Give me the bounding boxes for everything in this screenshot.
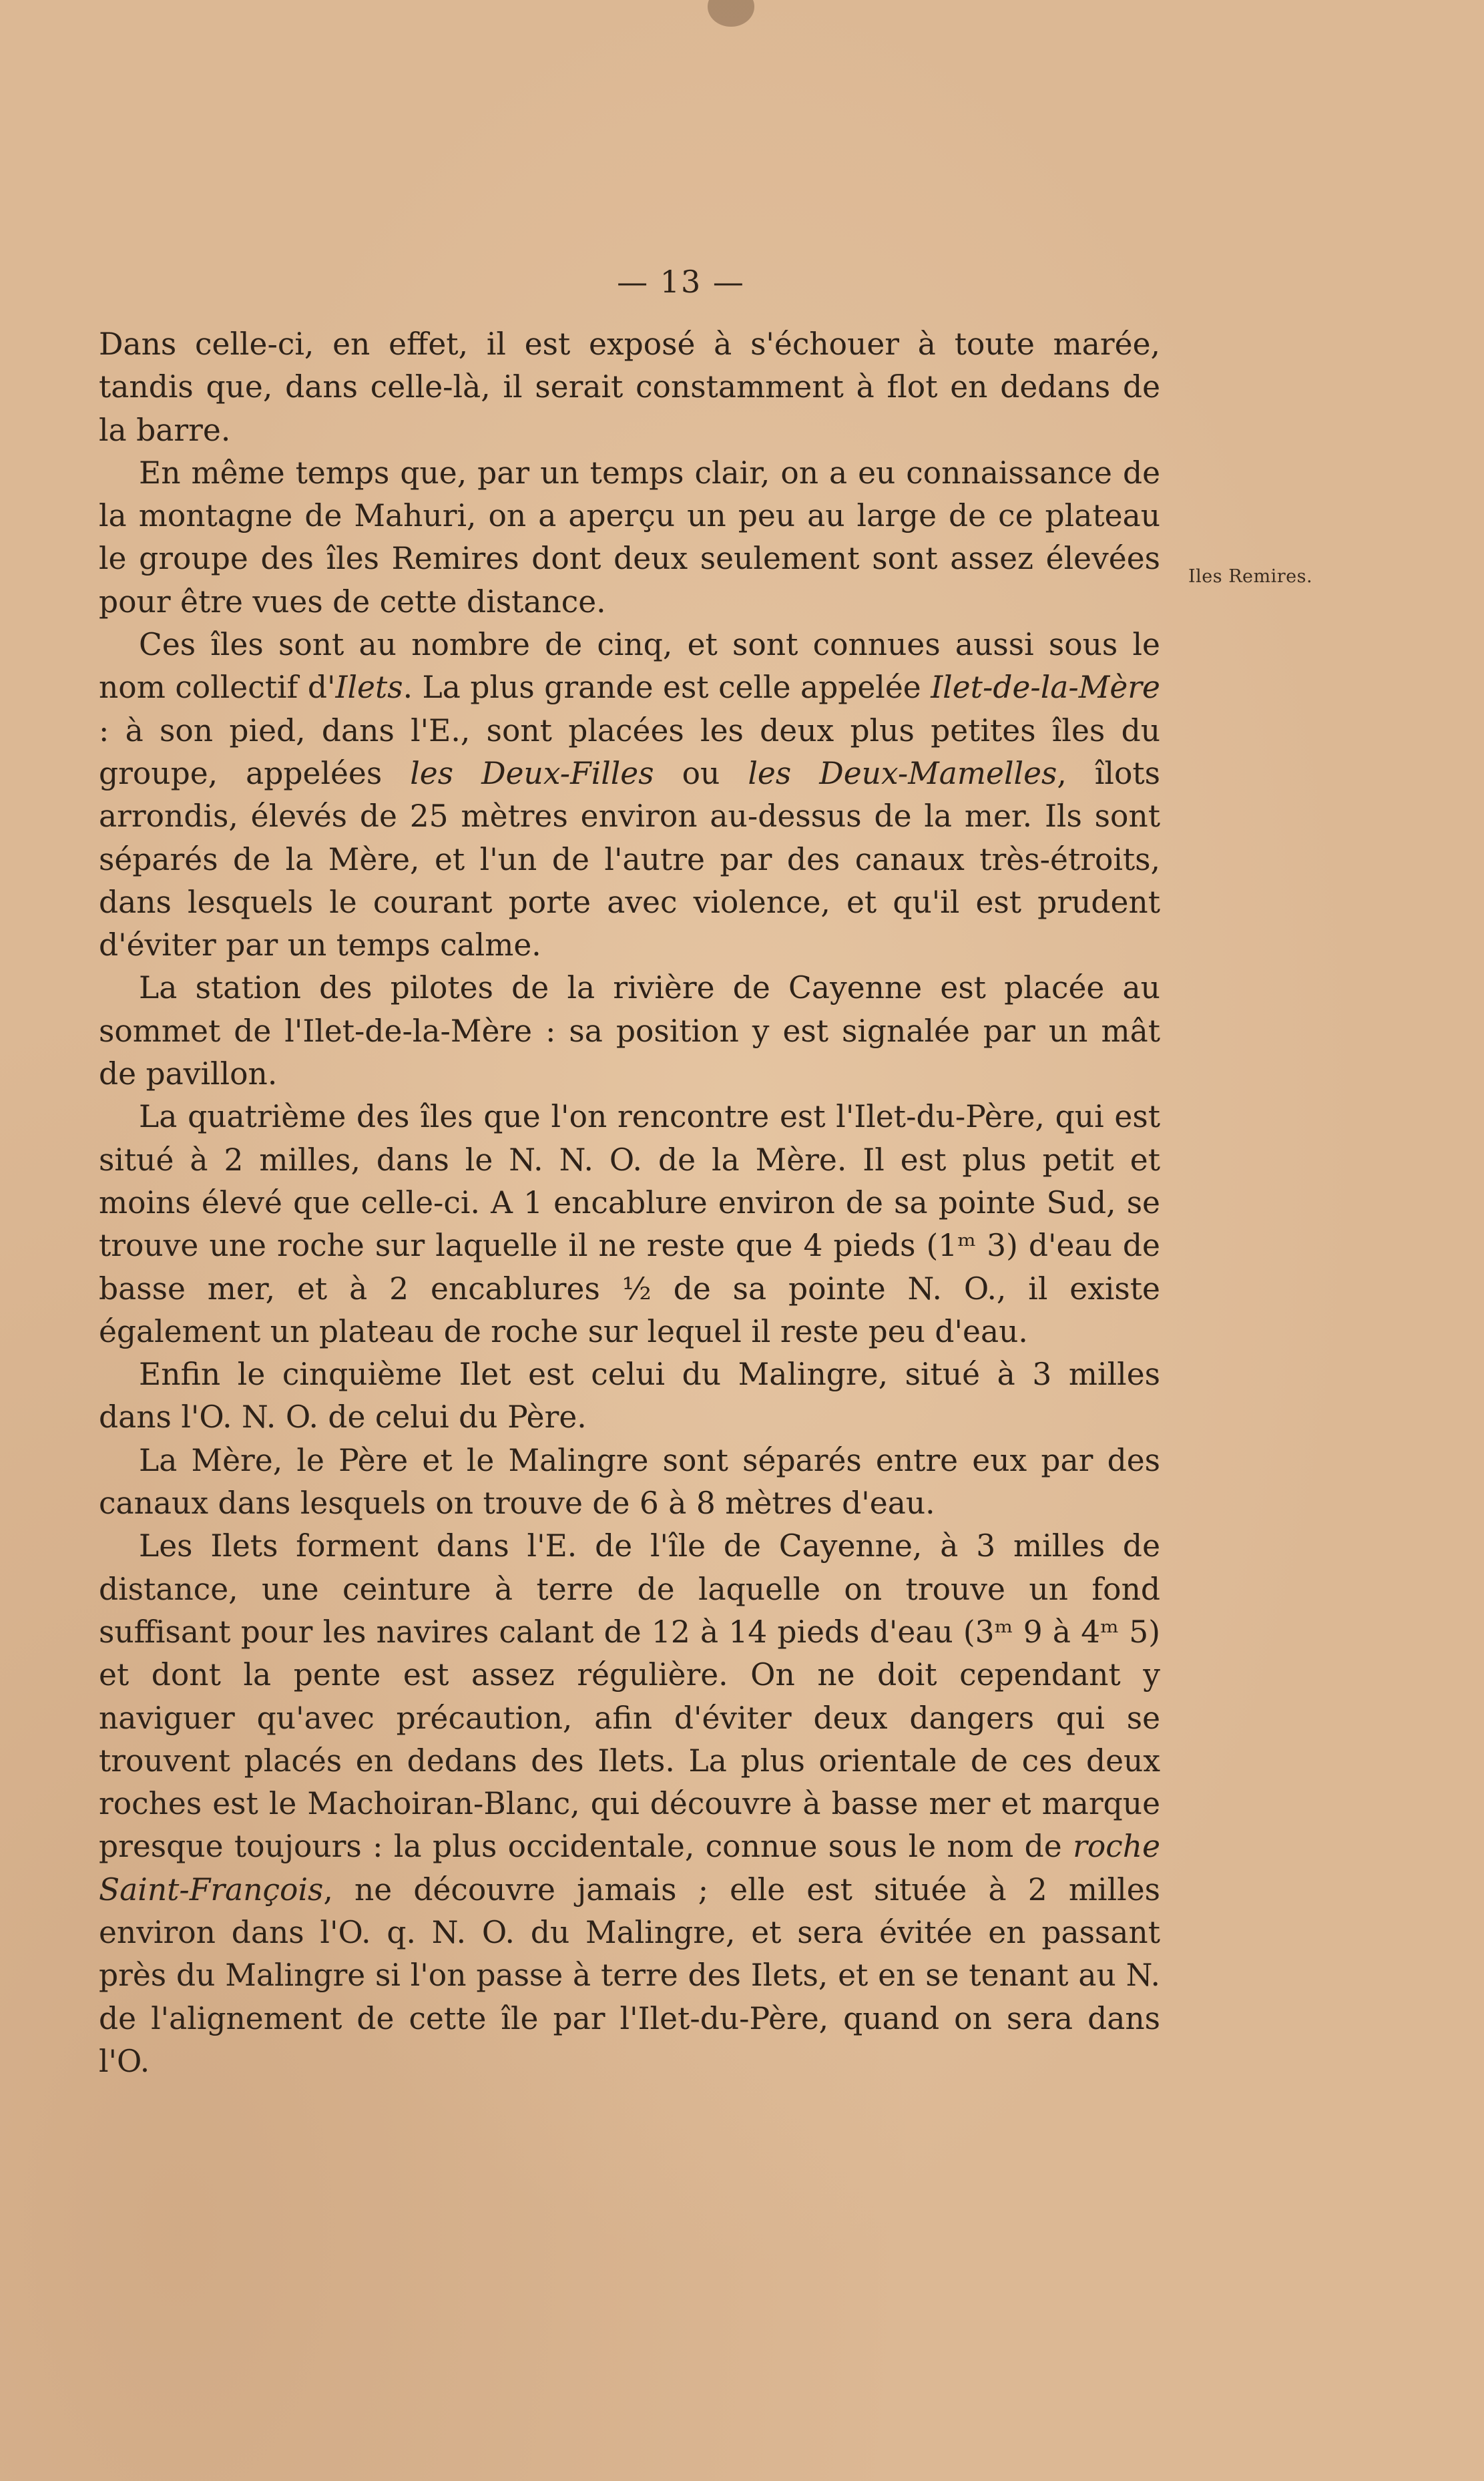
- paragraph: [99, 1353, 1160, 1439]
- text-run: ou: [654, 755, 748, 791]
- italic-text: Ilets: [335, 670, 403, 706]
- paragraph: [99, 1096, 1160, 1353]
- body-text: [99, 323, 1160, 2083]
- text-run: Ces îles sont au nombre de cinq, et sont connues aussi sous le nom collectif d': [99, 627, 1160, 706]
- text-run: Dans celle-ci, en effet, il est exposé à s'échouer à toute marée, tandis que, dans celle-là, il serait constamment à flot en dedans de la barre.: [99, 326, 1160, 448]
- paragraph: [99, 1525, 1160, 2083]
- paragraph: [99, 967, 1160, 1096]
- text-run: En même temps que, par un temps clair, on a eu connaissance de la montagne de Mahuri, on a aperçu un peu au large de ce plateau le groupe des îles Remires dont deux seulement sont assez élevées pour être vues de cette distance.: [99, 455, 1160, 620]
- text-run: La quatrième des îles que l'on rencontre est l'Ilet-du-Père, qui est situé à 2 milles, dans le N. N. O. de la Mère. Il est plus petit et moins élevé que celle-ci. A 1 encablure environ de sa pointe Sud, se trouve une roche sur laquelle il ne reste que 4 pieds (1ᵐ 3) d'eau de basse mer, et à 2 encablures ½ de sa pointe N. O., il existe également un plateau de roche sur lequel il reste peu d'eau.: [99, 1099, 1160, 1349]
- ink-stain: [708, 0, 754, 27]
- paragraph: [99, 624, 1160, 967]
- italic-text: les Deux-Filles: [410, 755, 654, 791]
- text-run: La Mère, le Père et le Malingre sont séparés entre eux par des canaux dans lesquels on trouve de 6 à 8 mètres d'eau.: [99, 1442, 1160, 1522]
- text-run: : à son pied, dans l'E., sont placées les deux plus petites îles du groupe, appelées: [99, 712, 1160, 791]
- paragraph: [99, 323, 1160, 452]
- italic-text: les Deux-Mamelles: [748, 755, 1057, 791]
- text-run: , ne découvre jamais ; elle est située à 2 milles environ dans l'O. q. N. O. du Malingre, et sera évitée en passant près du Malingre si l'on passe à terre des Ilets, et en se tenant au N. de l'alignement de cette île par l'Ilet-du-Père, quand on sera dans l'O.: [99, 1871, 1160, 2079]
- italic-text: Ilet-de-la-Mère: [931, 670, 1160, 706]
- paragraph: [99, 1439, 1160, 1526]
- text-run: Les Ilets forment dans l'E. de l'île de Cayenne, à 3 milles de distance, une ceinture à terre de laquelle on trouve un fond suffisant pour les navires calant de 12 à 14 pieds d'eau (3ᵐ 9 à 4ᵐ 5) et dont la pente est assez régulière. On ne doit cependant y naviguer qu'avec précaution, afin d'éviter deux dangers qui se trouvent placés en dedans des Ilets. La plus orientale de ces deux roches est le Machoiran-Blanc, qui découvre à basse mer et marque presque toujours : la plus occidentale, connue sous le nom de: [99, 1528, 1160, 1865]
- margin-note: Iles Remires.: [1188, 566, 1313, 587]
- paragraph: [99, 452, 1160, 624]
- text-run: , îlots arrondis, élevés de 25 mètres environ au-dessus de la mer. Ils sont séparés de la Mère, et l'un de l'autre par des canaux très-étroits, dans lesquels le courant porte avec violence, et qu'il est prudent d'éviter par un temps calme.: [99, 755, 1161, 963]
- text-run: . La plus grande est celle appelée: [403, 670, 931, 706]
- italic-text: roche Saint-François: [99, 1829, 1160, 1907]
- text-run: Enfin le cinquième Ilet est celui du Malingre, situé à 3 milles dans l'O. N. O. de celui du Père.: [99, 1357, 1160, 1435]
- page-number: — 13 —: [617, 264, 745, 300]
- text-run: La station des pilotes de la rivière de Cayenne est placée au sommet de l'Ilet-de-la-Mère : sa position y est signalée par un mât de pavillon.: [99, 970, 1160, 1092]
